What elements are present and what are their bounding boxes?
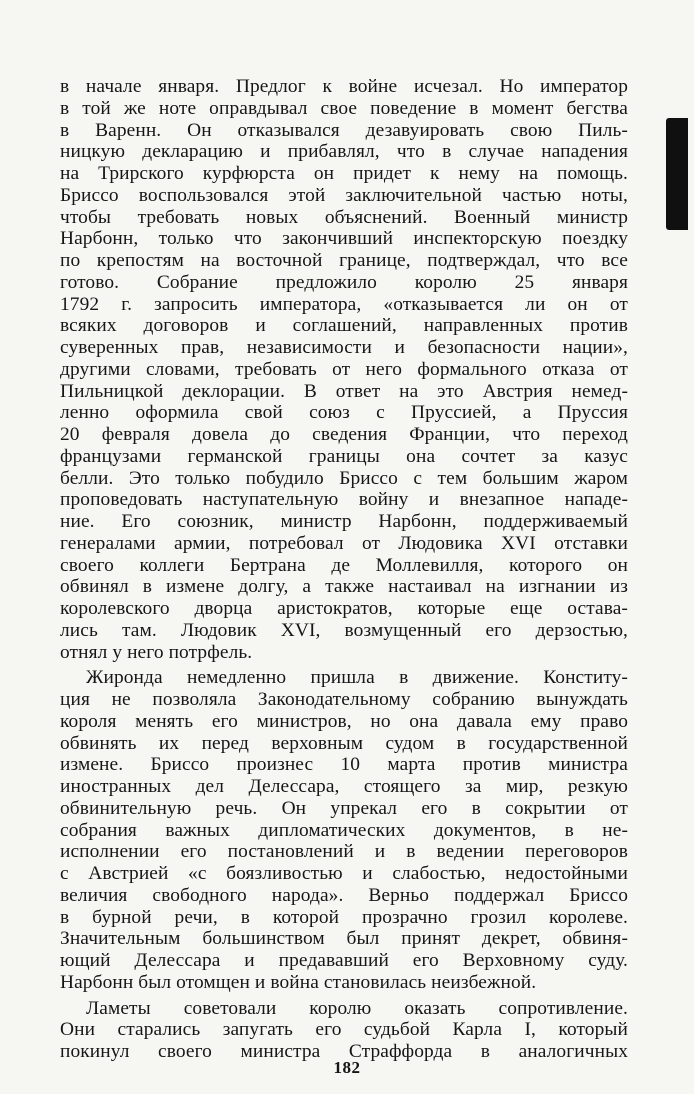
text-line: короля менять его министров, но она давала ему право bbox=[60, 710, 628, 732]
text-line: измене. Бриссо произнес 10 марта против министра bbox=[60, 754, 628, 776]
text-line: с Австрией «с боязливостью и слабостью, недостойными bbox=[60, 863, 628, 884]
text-line: ция не позволяла Законодательному собранию вынуждать bbox=[60, 689, 628, 710]
text-line: ленно оформила свой союз с Пруссией, а Пруссия bbox=[60, 402, 628, 424]
text-line: покинул своего министра Страффорда в аналогичных bbox=[60, 1041, 628, 1062]
text-line: 1792 г. запросить императора, «отказывается ли он от bbox=[60, 293, 628, 315]
text-line: в начале января. Предлог к войне исчезал. Но император bbox=[60, 76, 628, 97]
text-line: генералами армии, потребовал от Людовика XVI отставки bbox=[60, 532, 628, 554]
text-line: ницкую декларацию и прибавлял, что в случае нападения bbox=[60, 141, 628, 163]
text-line: суверенных прав, независимости и безопасности нации», bbox=[60, 337, 628, 358]
scan-edge-mark bbox=[666, 118, 688, 230]
text-line: иностранных дел Делессара, стоящего за мир, резкую bbox=[60, 776, 628, 797]
text-line: Жиронда немедленно пришла в движение. Конститу- bbox=[86, 667, 628, 689]
text-line: обвинительную речь. Он упрекал его в сокрытии от bbox=[60, 797, 628, 819]
text-line: Они старались запугать его судьбой Карла I, который bbox=[60, 1019, 628, 1041]
paragraph-3 bbox=[60, 998, 628, 1063]
text-line: белли. Это только побудило Бриссо с тем большим жаром bbox=[60, 467, 628, 489]
text-line: готово. Собрание предложило королю 25 января bbox=[60, 271, 628, 293]
text-line: проповедовать наступательную войну и внезапное нападе- bbox=[60, 489, 628, 511]
text-line: Нарбонн, только что закончивший инспекторскую поездку bbox=[60, 228, 628, 250]
text-line: всяких договоров и соглашений, направленных против bbox=[60, 315, 628, 337]
text-line: собрания важных дипломатических документов, в не- bbox=[60, 819, 628, 841]
text-line: Ламеты советовали королю оказать сопротивление. bbox=[86, 997, 628, 1019]
text-line: в той же ноте оправдывал свое поведение в момент бегства bbox=[60, 97, 628, 119]
text-line: в Варенн. Он отказывался дезавуировать свою Пиль- bbox=[60, 119, 628, 141]
text-line: по крепостям на восточной границе, подтверждал, что все bbox=[60, 250, 628, 271]
paragraph-1 bbox=[60, 76, 628, 663]
paragraph-2 bbox=[60, 667, 628, 993]
text-line: отнял у него потрфель. bbox=[60, 641, 253, 663]
page-body bbox=[60, 76, 628, 1063]
text-line: исполнении его постановлений и в ведении переговоров bbox=[60, 841, 628, 863]
text-line: Бриссо воспользовался этой заключительной частью ноты, bbox=[60, 184, 628, 206]
text-line: ющий Делессара и предававший его Верховному суду. bbox=[60, 950, 628, 971]
text-line: Нарбонн был отомщен и война становилась неизбежной. bbox=[60, 971, 537, 993]
text-line: Значительным большинством был принят декрет, обвиня- bbox=[60, 928, 628, 950]
text-line: ние. Его союзник, министр Нарбонн, поддерживаемый bbox=[60, 511, 628, 532]
text-line: королевского дворца аристократов, которые еще остава- bbox=[60, 598, 628, 619]
text-line: Пильницкой деклорации. В ответ на это Австрия немед- bbox=[60, 380, 628, 402]
text-line: величия свободного народа». Верньо поддержал Бриссо bbox=[60, 884, 628, 906]
text-line: 20 февраля довела до сведения Франции, что переход bbox=[60, 424, 628, 445]
text-line: на Трирского курфюрста он придет к нему на помощь. bbox=[60, 163, 628, 184]
text-line: в бурной речи, в которой прозрачно грозил королеве. bbox=[60, 906, 628, 928]
text-line: французами германской границы она сочтет за казус bbox=[60, 445, 628, 467]
page-number: 182 bbox=[333, 1058, 361, 1077]
text-line: своего коллеги Бертрана де Моллевилля, которого он bbox=[60, 554, 628, 576]
text-line: другими словами, требовать от него формального отказа от bbox=[60, 358, 628, 380]
text-line: обвинял в измене долгу, а также настаивал на изгнании из bbox=[60, 576, 628, 598]
text-line: чтобы требовать новых объяснений. Военный министр bbox=[60, 206, 628, 228]
text-line: лись там. Людовик XVI, возмущенный его дерзостью, bbox=[60, 619, 628, 641]
text-line: обвинять их перед верховным судом в государственной bbox=[60, 732, 628, 754]
